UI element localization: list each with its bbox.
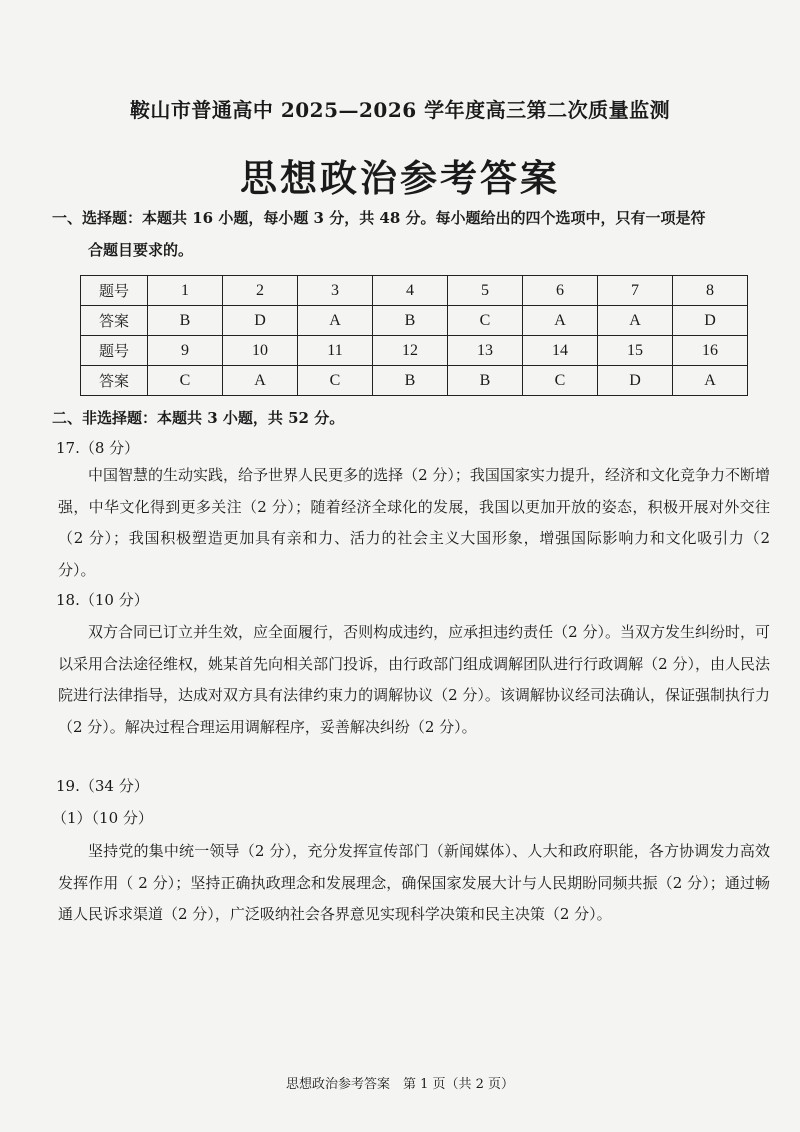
answer-cell: A bbox=[598, 306, 673, 336]
question-number-cell: 3 bbox=[298, 276, 373, 306]
q18-heading: 18.（10 分） bbox=[56, 591, 149, 609]
q19-heading: 19.（34 分） bbox=[56, 777, 149, 795]
answer-cell: C bbox=[298, 366, 373, 396]
question-number-cell: 1 bbox=[148, 276, 223, 306]
answer-row-label: 答案 bbox=[81, 366, 148, 396]
answer-cell: C bbox=[523, 366, 598, 396]
answer-cell: D bbox=[598, 366, 673, 396]
exam-header: 鞍山市普通高中 2025—2026 学年度高三第二次质量监测 bbox=[129, 98, 671, 122]
answer-cell: A bbox=[298, 306, 373, 336]
q19-sub1-heading: （1）（10 分） bbox=[52, 809, 153, 827]
answer-cell: B bbox=[448, 366, 523, 396]
answer-row bbox=[81, 306, 748, 336]
question-number-cell: 15 bbox=[598, 336, 673, 366]
q17-heading: 17.（8 分） bbox=[56, 439, 140, 457]
section2-heading: 二、非选择题：本题共 3 小题，共 52 分。 bbox=[52, 409, 345, 427]
page-title: 思想政治参考答案 bbox=[240, 156, 560, 200]
answer-row-label: 答案 bbox=[81, 306, 148, 336]
answer-table bbox=[80, 275, 748, 396]
section1-heading-line2: 合题目要求的。 bbox=[88, 241, 194, 259]
question-number-cell: 10 bbox=[223, 336, 298, 366]
question-number-cell: 4 bbox=[373, 276, 448, 306]
question-number-cell: 13 bbox=[448, 336, 523, 366]
question-number-cell: 6 bbox=[523, 276, 598, 306]
question-number-cell: 5 bbox=[448, 276, 523, 306]
answer-cell: A bbox=[523, 306, 598, 336]
answer-cell: C bbox=[148, 366, 223, 396]
question-number-row bbox=[81, 336, 748, 366]
question-number-cell: 16 bbox=[673, 336, 748, 366]
answer-cell: D bbox=[673, 306, 748, 336]
q18-answer: 双方合同已订立并生效，应全面履行，否则构成违约，应承担违约责任（2 分）。当双方发生纠纷时，可以采用合法途径维权，姚某首先向相关部门投诉，由行政部门组成调解团队进行行政调解（2 分），由人民法院进行法律指导，达成对双方具有法律约束力的调解协议（2 分）。该调解协议经司法确认，保证强制执行力（2 分）。解决过程合理运用调解程序，妥善解决纠纷（2 分）。 bbox=[58, 623, 770, 736]
question-number-cell: 11 bbox=[298, 336, 373, 366]
question-number-row-label: 题号 bbox=[81, 276, 148, 306]
answer-cell: B bbox=[148, 306, 223, 336]
answer-row bbox=[81, 366, 748, 396]
answer-cell: C bbox=[448, 306, 523, 336]
section1-heading-line1: 一、选择题：本题共 16 小题，每小题 3 分，共 48 分。每小题给出的四个选项中，只有一项是符 bbox=[52, 209, 706, 227]
answer-cell: D bbox=[223, 306, 298, 336]
question-number-cell: 14 bbox=[523, 336, 598, 366]
question-number-cell: 2 bbox=[223, 276, 298, 306]
question-number-row bbox=[81, 276, 748, 306]
q19-sub1-answer: 坚持党的集中统一领导（2 分），充分发挥宣传部门（新闻媒体）、人大和政府职能，各方协调发力高效发挥作用（ 2 分）；坚持正确执政理念和发展理念，确保国家发展大计与人民期盼同频共振（2 分）；通过畅通人民诉求渠道（2 分），广泛吸纳社会各界意见实现科学决策和民主决策（2 分）。 bbox=[58, 842, 770, 923]
answer-cell: B bbox=[373, 306, 448, 336]
question-number-row-label: 题号 bbox=[81, 336, 148, 366]
answer-cell: A bbox=[223, 366, 298, 396]
question-number-cell: 8 bbox=[673, 276, 748, 306]
q17-answer: 中国智慧的生动实践，给予世界人民更多的选择（2 分）；我国国家实力提升，经济和文化竞争力不断增强，中华文化得到更多关注（2 分）；随着经济全球化的发展，我国以更加开放的姿态，积极开展对外交往（2 分）；我国积极塑造更加具有亲和力、活力的社会主义大国形象，增强国际影响力和文化吸引力（2 分）。 bbox=[58, 466, 770, 579]
answer-cell: B bbox=[373, 366, 448, 396]
question-number-cell: 9 bbox=[148, 336, 223, 366]
page-footer: 思想政治参考答案 第 1 页（共 2 页） bbox=[285, 1077, 515, 1092]
question-number-cell: 12 bbox=[373, 336, 448, 366]
question-number-cell: 7 bbox=[598, 276, 673, 306]
section1-heading bbox=[52, 202, 772, 266]
answer-cell: A bbox=[673, 366, 748, 396]
